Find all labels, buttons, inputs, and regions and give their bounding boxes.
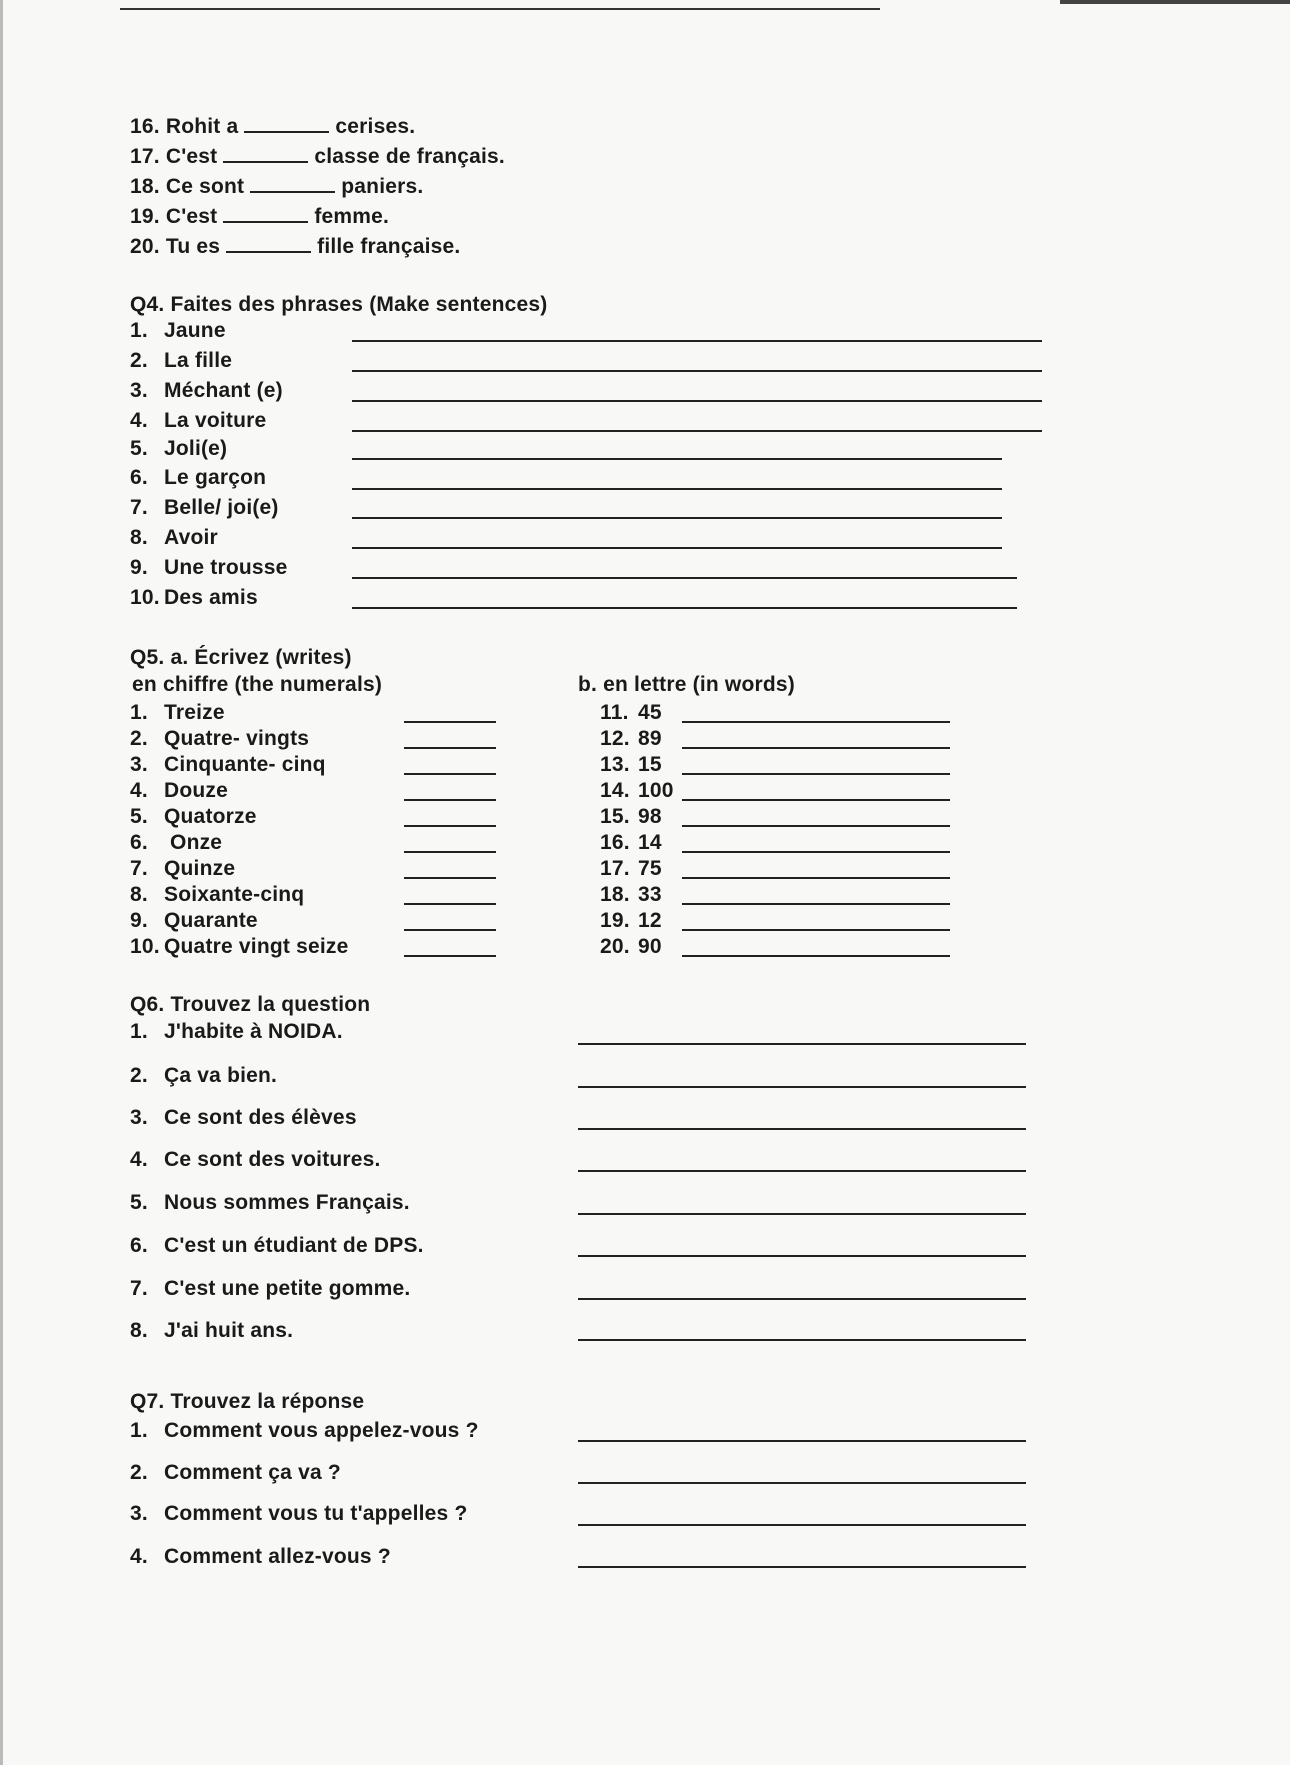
item-number: 12. [600,727,630,750]
q5-sub-b: b. en lettre (in words) [578,673,795,696]
q4-answer-line[interactable] [352,577,1017,579]
item-number: 2. [130,349,148,372]
item-number: 9. [130,556,148,579]
item-label: 45 [638,701,662,724]
item-number: 4. [130,1545,148,1568]
q4-item [130,437,227,461]
item-number: 9. [130,909,148,932]
q5b-item [600,935,662,959]
answer-blank[interactable] [223,143,308,163]
item-number: 2. [130,1064,148,1087]
q4-answer-line[interactable] [352,430,1042,432]
item-number: 6. [130,466,148,489]
q5b-answer-line[interactable] [682,799,950,801]
q5b-answer-line[interactable] [682,903,950,905]
item-number: 17. [600,857,630,880]
q4-item [130,526,218,550]
q5b-answer-line[interactable] [682,877,950,879]
blank-item-19 [130,203,389,229]
q6-answer-line[interactable] [578,1339,1026,1341]
item-label: Une trousse [164,556,288,579]
item-number: 15. [600,805,630,828]
item-label: La voiture [164,409,267,432]
item-label: C'est une petite gomme. [164,1277,411,1300]
q7-item [130,1502,467,1526]
item-label: Ça va bien. [164,1064,278,1087]
item-prefix: C'est [165,145,218,168]
item-label: Avoir [164,526,218,549]
item-label: Quatre vingt seize [164,935,349,958]
q5b-item [600,857,662,881]
q6-item [130,1064,277,1088]
q6-answer-line[interactable] [578,1128,1026,1130]
q6-title: Q6. Trouvez la question [130,993,371,1016]
top-rule [120,8,880,10]
item-label: Quinze [164,857,236,880]
item-suffix: paniers. [341,175,424,198]
item-number: 18. [600,883,630,906]
q6-item [130,1277,410,1301]
q4-item [130,379,283,403]
answer-blank[interactable] [226,233,311,253]
answer-blank[interactable] [250,173,335,193]
item-label: 98 [638,805,662,828]
item-number: 3. [130,753,148,776]
item-number: 11. [600,701,629,724]
q5b-item [600,883,662,907]
item-label: 15 [638,753,662,776]
q5a-item [130,753,326,777]
item-label: J'habite à NOIDA. [164,1020,343,1043]
item-number: 3. [130,1106,148,1129]
q4-answer-line[interactable] [352,547,1002,549]
q7-title: Q7. Trouvez la réponse [130,1390,365,1413]
item-number: 2. [130,727,148,750]
item-suffix: fille française. [317,235,461,258]
q5a-item [130,727,309,751]
item-prefix: Tu es [165,235,221,258]
item-suffix: femme. [314,205,390,228]
item-label: Méchant (e) [164,379,283,402]
item-number: 1. [130,1020,148,1043]
item-label: Quarante [164,909,258,932]
item-label: 12 [638,909,662,932]
item-prefix: C'est [165,205,218,228]
q5b-answer-line[interactable] [682,747,950,749]
q6-item [130,1234,424,1258]
q5b-answer-line[interactable] [682,929,950,931]
q4-answer-line[interactable] [352,488,1002,490]
item-number: 4. [130,409,148,432]
page-edge [0,0,3,1765]
item-label: J'ai huit ans. [164,1319,294,1342]
item-number: 7. [130,496,148,519]
q4-answer-line[interactable] [352,607,1017,609]
q4-answer-line[interactable] [352,458,1002,460]
item-label: 75 [638,857,662,880]
item-number: 1. [130,701,148,724]
blank-item-16 [130,113,415,139]
item-number: 19. [130,205,160,228]
item-number: 2. [130,1461,148,1484]
item-suffix: classe de français. [314,145,505,168]
q6-item [130,1191,410,1215]
q5b-item [600,909,662,933]
item-number: 4. [130,1148,148,1171]
q4-title: Q4. Faites des phrases (Make sentences) [130,293,548,316]
blank-item-20 [130,233,460,259]
q6-answer-line[interactable] [578,1043,1026,1045]
item-label: 100 [638,779,674,802]
item-number: 5. [130,805,148,828]
item-number: 5. [130,1191,148,1214]
item-number: 10. [130,935,160,958]
answer-blank[interactable] [223,203,308,223]
item-label: La fille [164,349,233,372]
q5b-answer-line[interactable] [682,955,950,957]
q5b-item [600,701,662,725]
q4-item [130,586,258,610]
item-prefix: Ce sont [165,175,245,198]
item-number: 8. [130,526,148,549]
item-number: 3. [130,379,148,402]
q6-answer-line[interactable] [578,1086,1026,1088]
q4-item [130,409,266,433]
q4-answer-line[interactable] [352,370,1042,372]
q7-item [130,1419,479,1443]
item-number: 13. [600,753,630,776]
item-label: Joli(e) [164,437,228,460]
item-label: Comment vous tu t'appelles ? [164,1502,468,1525]
item-label: Douze [164,779,228,802]
item-label: 14 [638,831,662,854]
item-label: C'est un étudiant de DPS. [164,1234,424,1257]
item-label: Comment allez-vous ? [164,1545,391,1568]
blank-item-17 [130,143,505,169]
q5a-answer-line[interactable] [404,721,496,723]
item-label: Comment ça va ? [164,1461,341,1484]
item-label: 33 [638,883,662,906]
item-number: 19. [600,909,630,932]
item-number: 18. [130,175,160,198]
item-number: 6. [130,831,148,854]
item-number: 1. [130,319,148,342]
q4-item [130,319,226,343]
item-number: 6. [130,1234,148,1257]
q5a-answer-line[interactable] [404,851,496,853]
item-number: 1. [130,1419,148,1442]
q5a-answer-line[interactable] [404,877,496,879]
q5a-answer-line[interactable] [404,903,496,905]
q5b-item [600,727,662,751]
q4-item [130,466,266,490]
q5a-item [130,701,225,725]
item-label: Belle/ joi(e) [164,496,279,519]
q7-answer-line[interactable] [578,1524,1026,1526]
item-label: Jaune [164,319,226,342]
q4-answer-line[interactable] [352,340,1042,342]
q7-answer-line[interactable] [578,1566,1026,1568]
q6-item [130,1106,357,1130]
q6-item [130,1319,293,1343]
item-number: 8. [130,1319,148,1342]
item-label: Soixante-cinq [164,883,305,906]
item-label: 89 [638,727,662,750]
q5b-item [600,805,662,829]
item-number: 10. [130,586,160,609]
q7-item [130,1545,391,1569]
q6-answer-line[interactable] [578,1255,1026,1257]
item-label: Quatre- vingts [164,727,310,750]
q4-item [130,349,232,373]
q5a-answer-line[interactable] [404,929,496,931]
item-number: 20. [130,235,160,258]
q5b-answer-line[interactable] [682,851,950,853]
item-number: 5. [130,437,148,460]
item-label: Ce sont des voitures. [164,1148,381,1171]
q5a-item [130,831,222,855]
q5a-answer-line[interactable] [404,773,496,775]
q5a-answer-line[interactable] [404,825,496,827]
item-label: Treize [164,701,225,724]
item-label: Ce sont des élèves [164,1106,357,1129]
item-number: 16. [130,115,160,138]
item-label: 90 [638,935,662,958]
item-prefix: Rohit a [165,115,239,138]
item-number: 7. [130,857,148,880]
blank-item-18 [130,173,423,199]
item-label: Nous sommes Français. [164,1191,410,1214]
item-label: Cinquante- cinq [164,753,326,776]
q5b-answer-line[interactable] [682,825,950,827]
q5a-item [130,935,349,959]
q5b-answer-line[interactable] [682,773,950,775]
item-number: 4. [130,779,148,802]
q6-answer-line[interactable] [578,1298,1026,1300]
item-label: Onze [170,831,223,854]
item-number: 16. [600,831,630,854]
q6-item [130,1148,381,1172]
q4-item [130,496,279,520]
q5a-item [130,779,228,803]
item-suffix: cerises. [335,115,416,138]
q5-title: Q5. a. Écrivez (writes) [130,646,352,669]
answer-blank[interactable] [244,113,329,133]
q5a-answer-line[interactable] [404,955,496,957]
q5a-item [130,909,258,933]
q5b-answer-line[interactable] [682,721,950,723]
q5a-item [130,883,304,907]
q5a-answer-line[interactable] [404,799,496,801]
q5a-item [130,857,235,881]
q5a-item [130,805,257,829]
item-label: Quatorze [164,805,257,828]
q7-answer-line[interactable] [578,1482,1026,1484]
item-label: Des amis [164,586,258,609]
item-label: Le garçon [164,466,267,489]
q4-answer-line[interactable] [352,517,1002,519]
item-number: 17. [130,145,160,168]
q5-sub-a: en chiffre (the numerals) [132,673,383,696]
q6-answer-line[interactable] [578,1213,1026,1215]
q4-item [130,556,288,580]
q6-answer-line[interactable] [578,1170,1026,1172]
q5b-item [600,831,662,855]
item-label: Comment vous appelez-vous ? [164,1419,479,1442]
top-rule-right [1060,0,1290,4]
q4-answer-line[interactable] [352,400,1042,402]
item-number: 3. [130,1502,148,1525]
q6-item [130,1020,343,1044]
item-number: 20. [600,935,630,958]
q5b-item [600,753,662,777]
q5b-item [600,779,674,803]
q7-item [130,1461,341,1485]
item-number: 7. [130,1277,148,1300]
item-number: 14. [600,779,630,802]
item-number: 8. [130,883,148,906]
q5a-answer-line[interactable] [404,747,496,749]
q7-answer-line[interactable] [578,1440,1026,1442]
